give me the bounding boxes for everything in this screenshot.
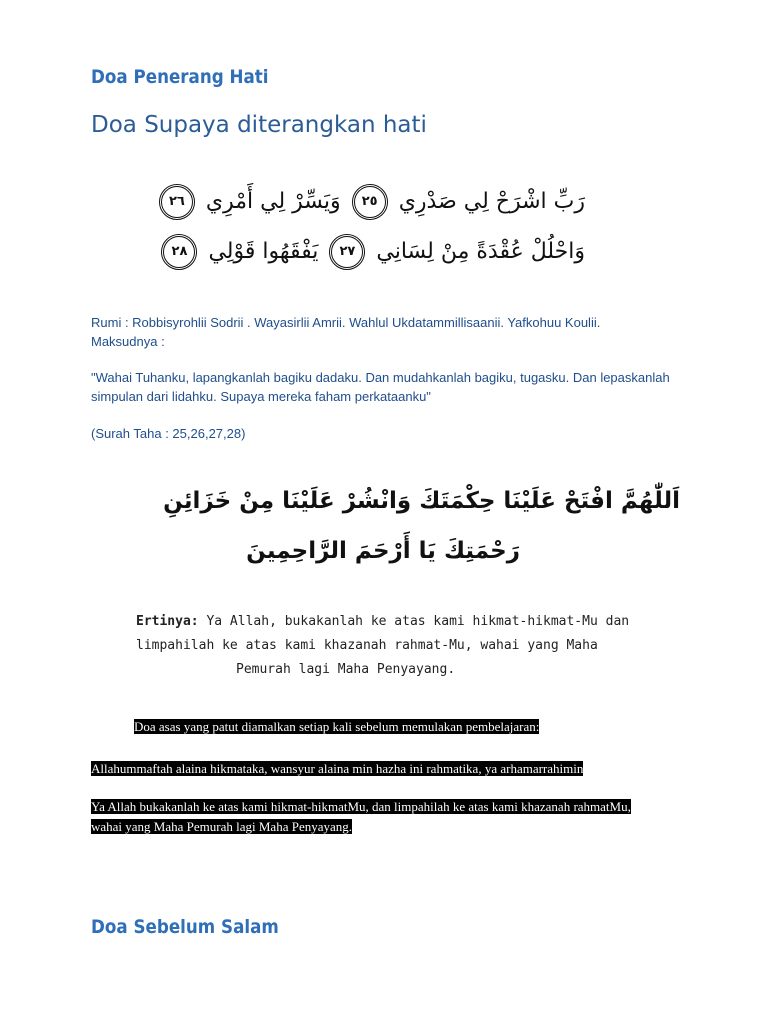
highlight-intro-text: Doa asas yang patut diamalkan setiap kali sebelum memulakan pembelajaran: [134,719,540,734]
verse-28-text: يَفْقَهُوا قَوْلِي [208,239,319,264]
ertinya-block [136,610,676,682]
ertinya-line-3: Pemurah lagi Maha Penyayang. [236,662,456,677]
highlight-transliteration [91,760,583,778]
ertinya-line-2: limpahilah ke atas kami khazanah rahmat-Mu, wahai yang Maha [136,638,598,653]
quran-verse-image [168,180,585,280]
highlight-translation-text-1: Ya Allah bukakanlah ke atas kami hikmat-hikmatMu, dan limpahilah ke atas kami khazanah rahmatMu, [91,799,631,814]
surah-reference: (Surah Taha : 25,26,27,28) [91,426,246,441]
doa-image [120,480,680,690]
ayah-marker-28: ٢٨ [161,234,197,270]
verse-meaning: "Wahai Tuhanku, lapangkanlah bagiku dadaku. Dan mudahkanlah bagiku, tugasku. Dan lepaskanlah simpulan dari lidahku. Supaya mereka faham perkataanku" [91,370,670,404]
verse-line-2 [157,232,585,272]
doa-arabic-line-2: رَحْمَتِكَ يَا أَرْحَمَ الرَّاحِمِينَ [246,538,520,564]
verse-25-text: رَبِّ اشْرَحْ لِي صَدْرِي [398,189,585,214]
ertinya-label: Ertinya: [136,614,199,629]
ertinya-line-1 [136,610,676,634]
maksudnya-label: Maksudnya : [91,334,165,349]
highlight-intro [134,718,539,736]
section-heading-doa-sebelum-salam: Doa Sebelum Salam [91,916,279,938]
verse-line-1 [155,182,585,222]
rumi-transliteration: Rumi : Robbisyrohlii Sodrii . Wayasirlii Amrii. Wahlul Ukdatammillisaanii. Yafkohuu Koulii. [91,315,601,330]
highlight-translation-1 [91,798,631,816]
ayah-marker-27: ٢٧ [329,234,365,270]
doa-arabic-line-1: اَللّٰهُمَّ افْتَحْ عَلَيْنَا حِكْمَتَكَ وَانْشُرْ عَلَيْنَا مِنْ خَزَائِنِ [163,488,680,514]
ertinya-text-1: Ya Allah, bukakanlah ke atas kami hikmat-hikmat-Mu dan [206,614,630,629]
highlight-translation-text-2: wahai yang Maha Pemurah lagi Maha Penyayang. [91,819,353,834]
verse-26-text: وَيَسِّرْ لِي أَمْرِي [205,189,341,214]
verse-27-text: وَاحْلُلْ عُقْدَةً مِنْ لِسَانِي [376,239,585,264]
subtitle: Doa Supaya diterangkan hati [91,112,427,138]
ayah-marker-26: ٢٦ [159,184,195,220]
highlight-transliteration-text: Allahummaftah alaina hikmataka, wansyur alaina min hazha ini rahmatika, ya arhamarrahimin [91,761,584,776]
section-heading-doa-penerang-hati: Doa Penerang Hati [91,66,269,88]
highlight-translation-2 [91,818,352,836]
ayah-marker-25: ٢٥ [352,184,388,220]
